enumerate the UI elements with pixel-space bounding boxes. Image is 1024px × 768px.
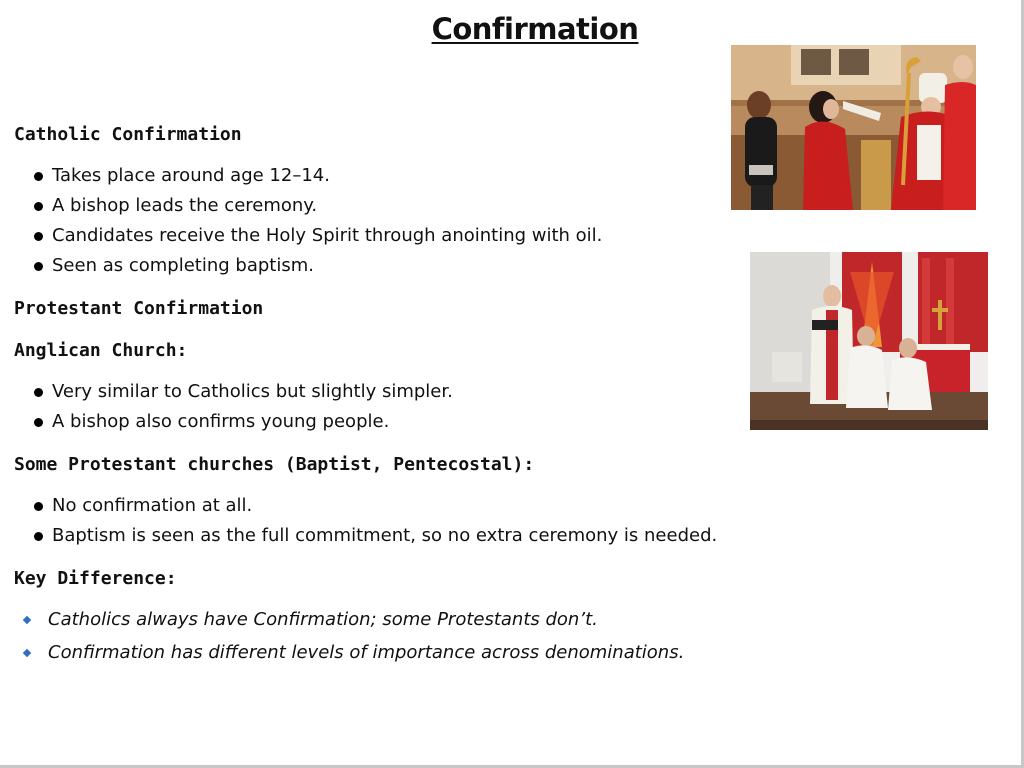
- diamond-bullet-icon: [23, 648, 31, 656]
- bullet-icon: [34, 502, 43, 511]
- protestant-heading: Protestant Confirmation: [14, 298, 264, 319]
- list-item: Seen as completing baptism.: [34, 251, 602, 281]
- page-title: Confirmation: [431, 12, 639, 46]
- bullet-icon: [34, 202, 43, 211]
- bullet-icon: [34, 532, 43, 541]
- anglican-confirmation-photo: [750, 252, 988, 430]
- anglican-heading: Anglican Church:: [14, 340, 188, 361]
- bullet-icon: [34, 232, 43, 241]
- other-protestant-heading: Some Protestant churches (Baptist, Pentecostal):: [14, 454, 535, 475]
- key-difference-points: [22, 603, 684, 669]
- list-item: A bishop leads the ceremony.: [34, 191, 602, 221]
- list-item: Candidates receive the Holy Spirit through anointing with oil.: [34, 221, 602, 251]
- list-item: Very similar to Catholics but slightly simpler.: [34, 377, 453, 407]
- other-protestant-points: [34, 491, 717, 551]
- catholic-points: [34, 161, 602, 281]
- key-difference-heading: Key Difference:: [14, 568, 177, 589]
- list-item: No confirmation at all.: [34, 491, 717, 521]
- bullet-icon: [34, 388, 43, 397]
- bullet-icon: [34, 418, 43, 427]
- diamond-bullet-icon: [23, 615, 31, 623]
- list-item: Catholics always have Confirmation; some Protestants don’t.: [22, 603, 684, 636]
- bullet-icon: [34, 172, 43, 181]
- list-item: A bishop also confirms young people.: [34, 407, 453, 437]
- list-item: Takes place around age 12–14.: [34, 161, 602, 191]
- catholic-confirmation-photo: [731, 45, 976, 210]
- list-item: Confirmation has different levels of importance across denominations.: [22, 636, 684, 669]
- bullet-icon: [34, 262, 43, 271]
- anglican-points: [34, 377, 453, 437]
- list-item: Baptism is seen as the full commitment, so no extra ceremony is needed.: [34, 521, 717, 551]
- catholic-heading: Catholic Confirmation: [14, 124, 242, 145]
